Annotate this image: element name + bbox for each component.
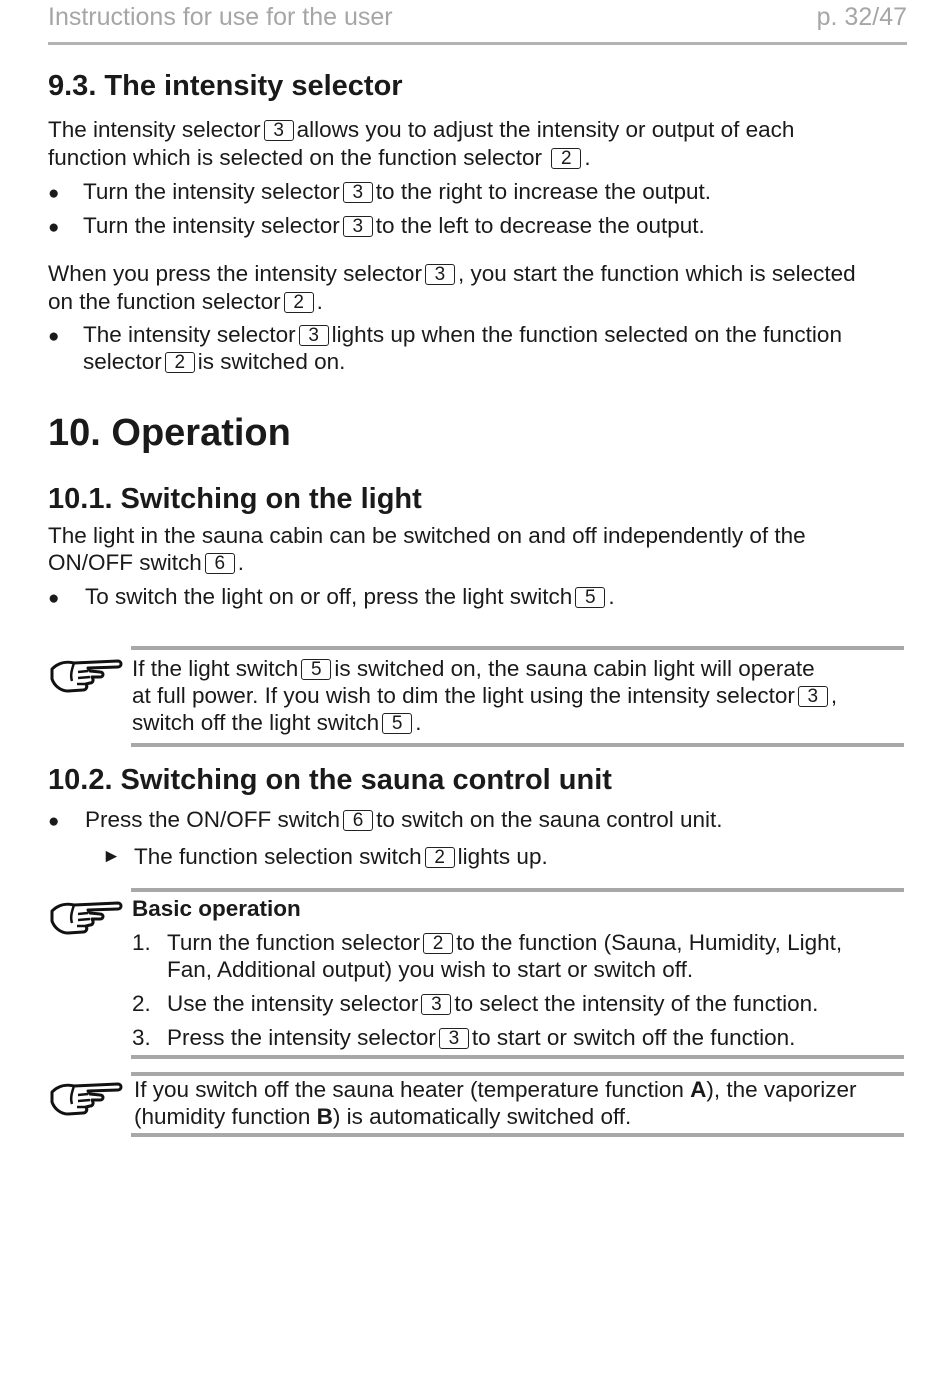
step-item: Use the intensity selector 3 to select the intensity of the function. (167, 991, 819, 1016)
step-number: 1. (132, 930, 151, 955)
bullet-icon: ● (48, 326, 60, 347)
ref-box: 3 (421, 994, 451, 1015)
note-title: Basic operation (132, 896, 301, 921)
ref-box: 3 (299, 325, 329, 346)
ref-box: 2 (425, 847, 455, 868)
note-bottom-rule (131, 1133, 904, 1137)
ref-box: 6 (343, 810, 373, 831)
ref-box: 3 (264, 120, 294, 141)
ref-box: 3 (343, 216, 373, 237)
paragraph-line: function which is selected on the function selector 2 . (48, 145, 591, 170)
result-arrow-icon: ► (102, 846, 121, 867)
bullet-item: To switch the light on or off, press the light switch 5 . (85, 584, 615, 609)
ref-box: 2 (423, 933, 453, 954)
paragraph-line: ON/OFF switch 6 . (48, 550, 245, 575)
chapter-heading-10: 10. Operation (48, 412, 291, 454)
note-top-rule (131, 888, 904, 892)
note-bottom-rule (131, 1055, 904, 1059)
note-line: switch off the light switch 5 . (132, 710, 422, 735)
step-item-continued: Fan, Additional output) you wish to start or switch off. (167, 957, 694, 982)
ref-box: 6 (205, 553, 235, 574)
paragraph-line: The light in the sauna cabin can be switched on and off independently of the (48, 523, 806, 548)
ref-box: 2 (284, 292, 314, 313)
ref-box: 3 (343, 182, 373, 203)
step-number: 3. (132, 1025, 151, 1050)
ref-box: 2 (551, 148, 581, 169)
bullet-item: Turn the intensity selector 3 to the left to decrease the output. (83, 213, 705, 238)
section-heading-9-3: 9.3. The intensity selector (48, 70, 403, 102)
note-bottom-rule (131, 743, 904, 747)
note-line: (humidity function B) is automatically switched off. (134, 1104, 632, 1129)
page-number: p. 32/47 (816, 3, 907, 31)
section-heading-10-2: 10.2. Switching on the sauna control unit (48, 764, 612, 796)
ref-box: 3 (425, 264, 455, 285)
note-top-rule (131, 1072, 904, 1076)
ref-box: 3 (439, 1028, 469, 1049)
ref-box: 5 (301, 659, 331, 680)
pointing-hand-icon (48, 655, 124, 695)
section-heading-10-1: 10.1. Switching on the light (48, 483, 422, 515)
step-number: 2. (132, 991, 151, 1016)
note-line: If the light switch 5 is switched on, the sauna cabin light will operate (132, 656, 815, 681)
bullet-item: Turn the intensity selector 3 to the right to increase the output. (83, 179, 712, 204)
ref-box: 2 (165, 352, 195, 373)
result-item: The function selection switch 2 lights up. (134, 844, 548, 869)
paragraph-line: on the function selector 2 . (48, 289, 323, 314)
step-item: Turn the function selector 2 to the function (Sauna, Humidity, Light, (167, 930, 843, 955)
note-line: at full power. If you wish to dim the light using the intensity selector 3 , (132, 683, 838, 708)
bullet-item: The intensity selector 3 lights up when the function selected on the function (83, 322, 842, 347)
note-line: If you switch off the sauna heater (temperature function A), the vaporizer (134, 1077, 857, 1102)
ref-box: 3 (798, 686, 828, 707)
note-top-rule (131, 646, 904, 650)
ref-box: 5 (382, 713, 412, 734)
bullet-icon: ● (48, 588, 60, 609)
pointing-hand-icon (48, 1078, 124, 1118)
paragraph-line: The intensity selector 3 allows you to adjust the intensity or output of each (48, 117, 795, 142)
paragraph-line: When you press the intensity selector 3 , you start the function which is selected (48, 261, 856, 286)
document-title: Instructions for use for the user (48, 3, 393, 31)
pointing-hand-icon (48, 897, 124, 937)
bullet-item-continued: selector 2 is switched on. (83, 349, 346, 374)
page-header (48, 0, 907, 45)
bullet-item: Press the ON/OFF switch 6 to switch on the sauna control unit. (85, 807, 723, 832)
ref-box: 5 (575, 587, 605, 608)
bullet-icon: ● (48, 811, 60, 832)
bullet-icon: ● (48, 183, 60, 204)
bullet-icon: ● (48, 217, 60, 238)
step-item: Press the intensity selector 3 to start or switch off the function. (167, 1025, 796, 1050)
